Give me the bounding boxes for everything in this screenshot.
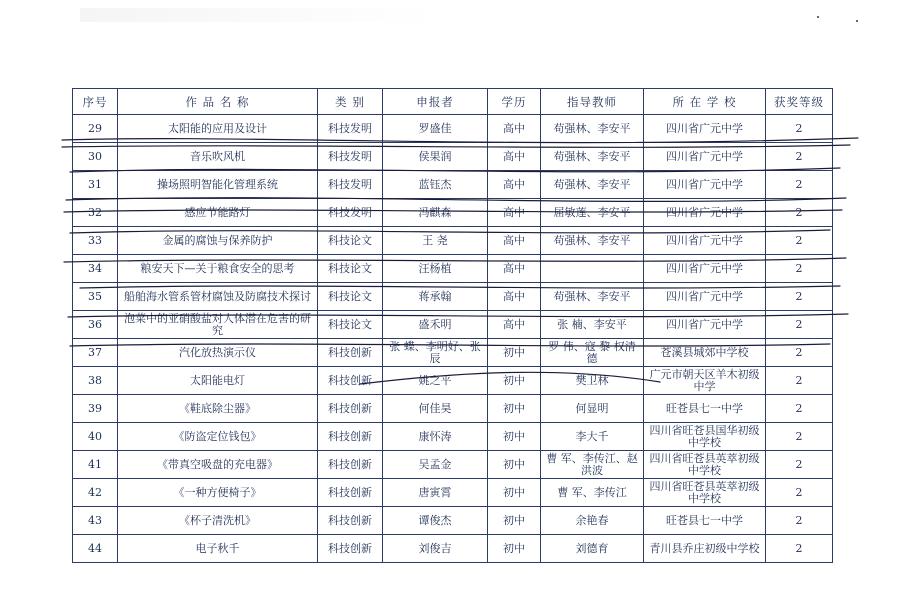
cell-school: 四川省广元中学 [644,199,766,227]
cell-education: 初中 [488,535,541,563]
cell-applicant: 谭俊杰 [383,507,488,535]
table-row [73,115,833,143]
cell-no: 37 [73,339,118,367]
cell-category: 科技论文 [318,255,383,283]
cell-title: 《一种方便椅子》 [118,479,318,507]
cell-category: 科技论文 [318,311,383,339]
col-header-school: 所 在 学 校 [644,89,766,115]
cell-category: 科技创新 [318,507,383,535]
cell-school: 四川省广元中学 [644,143,766,171]
cell-grade: 2 [766,227,833,255]
cell-title: 太阳能的应用及设计 [118,115,318,143]
cell-grade: 2 [766,395,833,423]
cell-teacher: 何显明 [541,395,644,423]
cell-school: 四川省旺苍县英萃初级中学校 [644,451,766,479]
cell-title: 太阳能电灯 [118,367,318,395]
cell-grade: 2 [766,255,833,283]
cell-applicant: 康怀涛 [383,423,488,451]
cell-title: 汽化放热演示仪 [118,339,318,367]
table-row [73,283,833,311]
table-row [73,339,833,367]
cell-title: 音乐吹风机 [118,143,318,171]
cell-category: 科技创新 [318,423,383,451]
cell-school: 苍溪县城郊中学校 [644,339,766,367]
cell-school: 四川省广元中学 [644,171,766,199]
cell-category: 科技发明 [318,115,383,143]
cell-applicant: 姚之平 [383,367,488,395]
cell-school: 旺苍县七一中学 [644,507,766,535]
table-row [73,535,833,563]
col-header-education: 学历 [488,89,541,115]
cell-school: 旺苍县七一中学 [644,395,766,423]
cell-applicant: 蓝钰杰 [383,171,488,199]
cell-grade: 2 [766,367,833,395]
table-row [73,171,833,199]
cell-education: 初中 [488,507,541,535]
cell-no: 30 [73,143,118,171]
cell-no: 38 [73,367,118,395]
cell-teacher: 曹 军、李传江、赵洪波 [541,451,644,479]
cell-applicant: 吴孟金 [383,451,488,479]
cell-education: 高中 [488,171,541,199]
col-header-applicant: 申报者 [383,89,488,115]
cell-education: 初中 [488,451,541,479]
table-row [73,395,833,423]
table-row [73,199,833,227]
cell-applicant: 罗盛佳 [383,115,488,143]
award-table [72,88,833,563]
table-row [73,227,833,255]
cell-applicant: 张 蝶、李明好、张 辰 [383,339,488,367]
table-row [73,451,833,479]
cell-education: 初中 [488,395,541,423]
cell-education: 高中 [488,199,541,227]
table-row [73,255,833,283]
cell-applicant: 汪杨植 [383,255,488,283]
cell-grade: 2 [766,171,833,199]
cell-category: 科技创新 [318,535,383,563]
cell-education: 初中 [488,423,541,451]
cell-grade: 2 [766,507,833,535]
cell-category: 科技创新 [318,367,383,395]
cell-title: 《带真空吸盘的充电器》 [118,451,318,479]
header-row [73,89,833,115]
cell-no: 42 [73,479,118,507]
cell-teacher: 屈敏莲、李安平 [541,199,644,227]
cell-education: 高中 [488,255,541,283]
cell-grade: 2 [766,423,833,451]
table-row [73,367,833,395]
cell-category: 科技创新 [318,395,383,423]
cell-grade: 2 [766,199,833,227]
cell-category: 科技论文 [318,283,383,311]
cell-category: 科技创新 [318,451,383,479]
cell-applicant: 唐寅霄 [383,479,488,507]
cell-education: 高中 [488,227,541,255]
cell-teacher: 罗 伟、寇 黎 权清德 [541,339,644,367]
cell-no: 44 [73,535,118,563]
cell-category: 科技创新 [318,339,383,367]
cell-school: 四川省旺苍县英萃初级中学校 [644,479,766,507]
table-row [73,507,833,535]
cell-applicant: 冯麒森 [383,199,488,227]
cell-grade: 2 [766,115,833,143]
cell-title: 《防盗定位钱包》 [118,423,318,451]
cell-title: 《杯子清洗机》 [118,507,318,535]
table-row [73,423,833,451]
cell-grade: 2 [766,535,833,563]
cell-applicant: 侯果润 [383,143,488,171]
cell-title: 《鞋底除尘器》 [118,395,318,423]
cell-no: 34 [73,255,118,283]
cell-school: 四川省广元中学 [644,227,766,255]
cell-category: 科技创新 [318,479,383,507]
table-row [73,143,833,171]
table-row [73,479,833,507]
cell-education: 高中 [488,311,541,339]
table-row [73,311,833,339]
col-header-category: 类 别 [318,89,383,115]
cell-school: 四川省广元中学 [644,115,766,143]
cell-school: 广元市朝天区羊木初级中学 [644,367,766,395]
cell-teacher: 苟强林、李安平 [541,171,644,199]
scan-dot [817,16,819,18]
cell-grade: 2 [766,143,833,171]
cell-grade: 2 [766,451,833,479]
cell-no: 32 [73,199,118,227]
cell-title: 电子秋千 [118,535,318,563]
cell-education: 高中 [488,283,541,311]
col-header-teacher: 指导教师 [541,89,644,115]
cell-title: 感应节能路灯 [118,199,318,227]
cell-title: 金属的腐蚀与保养防护 [118,227,318,255]
cell-teacher: 苟强林、李安平 [541,143,644,171]
cell-education: 初中 [488,339,541,367]
cell-grade: 2 [766,283,833,311]
col-header-no: 序号 [73,89,118,115]
cell-teacher: 李大千 [541,423,644,451]
cell-category: 科技发明 [318,171,383,199]
cell-teacher: 苟强林、李安平 [541,227,644,255]
cell-no: 33 [73,227,118,255]
cell-school: 四川省广元中学 [644,283,766,311]
cell-title: 船舶海水管系管材腐蚀及防腐技术探讨 [118,283,318,311]
cell-grade: 2 [766,311,833,339]
cell-teacher [541,255,644,283]
cell-applicant: 何佳昊 [383,395,488,423]
cell-school: 青川县乔庄初级中学校 [644,535,766,563]
cell-teacher: 余艳春 [541,507,644,535]
cell-education: 初中 [488,367,541,395]
scan-dot [856,20,858,22]
cell-teacher: 苟强林、李安平 [541,283,644,311]
cell-no: 41 [73,451,118,479]
cell-no: 35 [73,283,118,311]
cell-education: 高中 [488,115,541,143]
cell-teacher: 苟强林、李安平 [541,115,644,143]
cell-no: 31 [73,171,118,199]
cell-category: 科技论文 [318,227,383,255]
cell-no: 29 [73,115,118,143]
col-header-title: 作 品 名 称 [118,89,318,115]
cell-applicant: 王 尧 [383,227,488,255]
cell-no: 36 [73,311,118,339]
cell-no: 40 [73,423,118,451]
cell-school: 四川省旺苍县国华初级中学校 [644,423,766,451]
cell-category: 科技发明 [318,199,383,227]
cell-applicant: 蒋承翰 [383,283,488,311]
cell-category: 科技发明 [318,143,383,171]
cell-teacher: 樊卫林 [541,367,644,395]
cell-no: 39 [73,395,118,423]
scan-smudge [80,8,440,22]
cell-applicant: 盛禾明 [383,311,488,339]
cell-teacher: 曹 军、李传江 [541,479,644,507]
cell-school: 四川省广元中学 [644,255,766,283]
cell-teacher: 张 楠、李安平 [541,311,644,339]
cell-no: 43 [73,507,118,535]
cell-grade: 2 [766,339,833,367]
cell-education: 高中 [488,143,541,171]
col-header-grade: 获奖等级 [766,89,833,115]
cell-school: 四川省广元中学 [644,311,766,339]
cell-title: 操场照明智能化管理系统 [118,171,318,199]
cell-title: 粮安天下—关于粮食安全的思考 [118,255,318,283]
cell-education: 初中 [488,479,541,507]
cell-teacher: 刘德育 [541,535,644,563]
cell-title: 泡菜中的亚硝酸盐对人体潜在危害的研究 [118,311,318,339]
cell-grade: 2 [766,479,833,507]
cell-applicant: 刘俊吉 [383,535,488,563]
